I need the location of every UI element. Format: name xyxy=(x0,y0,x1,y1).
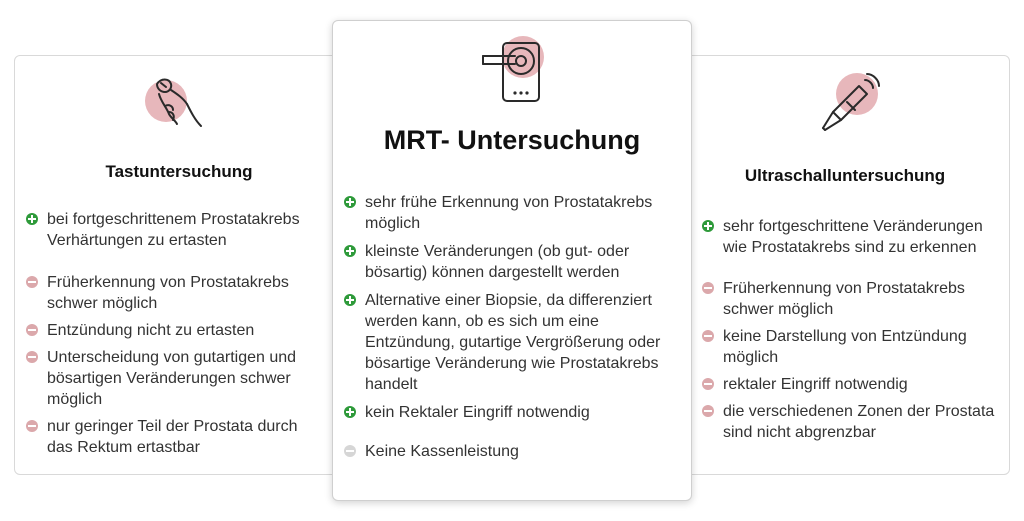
item-text: Entzündung nicht zu ertasten xyxy=(47,322,255,339)
item-text: keine Darstellung von Entzündung möglich xyxy=(723,328,967,366)
card-mrt-untersuchung xyxy=(332,20,692,501)
minus-circle-icon xyxy=(26,276,38,288)
criteria-list xyxy=(702,216,1002,443)
list-item xyxy=(26,416,326,458)
criteria-list xyxy=(26,209,326,458)
item-text: kleinste Veränderungen (ob gut- oder bösartig) können dargestellt werden xyxy=(365,243,630,281)
card-title: MRT- Untersuchung xyxy=(383,125,641,155)
item-text: Alternative einer Biopsie, da differenziert werden kann, ob es sich um eine Entzündung, gutartige Vergrößerung oder bösartige Veränderung wie Prostatakrebs handelt xyxy=(365,292,661,393)
minus-circle-icon xyxy=(702,330,714,342)
plus-circle-icon xyxy=(344,294,356,306)
minus-circle-icon xyxy=(26,351,38,363)
plus-circle-icon xyxy=(702,220,714,232)
list-item xyxy=(702,216,1002,258)
criteria-list xyxy=(344,192,679,462)
list-item xyxy=(344,402,679,423)
item-text: nur geringer Teil der Prostata durch das Rektum ertastbar xyxy=(47,418,298,456)
plus-circle-icon xyxy=(344,245,356,257)
list-item xyxy=(344,241,679,283)
minus-circle-icon xyxy=(702,378,714,390)
neutral-circle-icon xyxy=(344,445,356,457)
list-item xyxy=(26,209,326,251)
ultrasound-probe-icon xyxy=(809,66,889,146)
card-title: Ultraschalluntersuchung xyxy=(744,166,946,185)
card-title: Tastuntersuchung xyxy=(105,162,253,181)
list-item xyxy=(702,401,1002,443)
list-item xyxy=(702,278,1002,320)
plus-circle-icon xyxy=(26,213,38,225)
item-text: bei fortgeschrittenem Prostatakrebs Verhärtungen zu ertasten xyxy=(47,211,300,249)
item-text: kein Rektaler Eingriff notwendig xyxy=(365,404,590,421)
palpation-hand-icon xyxy=(139,68,219,148)
minus-circle-icon xyxy=(26,420,38,432)
plus-circle-icon xyxy=(344,196,356,208)
card-tastuntersuchung xyxy=(14,55,344,475)
list-item xyxy=(702,374,1002,395)
list-item xyxy=(344,290,679,395)
list-item xyxy=(26,272,326,314)
item-text: Keine Kassenleistung xyxy=(365,443,519,460)
item-text: sehr fortgeschrittene Veränderungen wie Prostatakrebs sind zu erkennen xyxy=(723,218,983,256)
minus-circle-icon xyxy=(26,324,38,336)
card-ultraschalluntersuchung xyxy=(680,55,1010,475)
item-text: Früherkennung von Prostatakrebs schwer möglich xyxy=(723,280,965,318)
item-text: Früherkennung von Prostatakrebs schwer möglich xyxy=(47,274,289,312)
plus-circle-icon xyxy=(344,406,356,418)
item-text: Unterscheidung von gutartigen und bösartigen Veränderungen schwer möglich xyxy=(47,349,297,408)
list-item xyxy=(26,320,326,341)
list-item xyxy=(702,326,1002,368)
minus-circle-icon xyxy=(702,282,714,294)
list-item xyxy=(26,347,326,410)
mri-scanner-icon xyxy=(473,31,553,111)
minus-circle-icon xyxy=(702,405,714,417)
list-item xyxy=(344,441,679,462)
item-text: die verschiedenen Zonen der Prostata sind nicht abgrenzbar xyxy=(723,403,995,441)
list-item xyxy=(344,192,679,234)
item-text: rektaler Eingriff notwendig xyxy=(723,376,908,393)
item-text: sehr frühe Erkennung von Prostatakrebs möglich xyxy=(365,194,653,232)
